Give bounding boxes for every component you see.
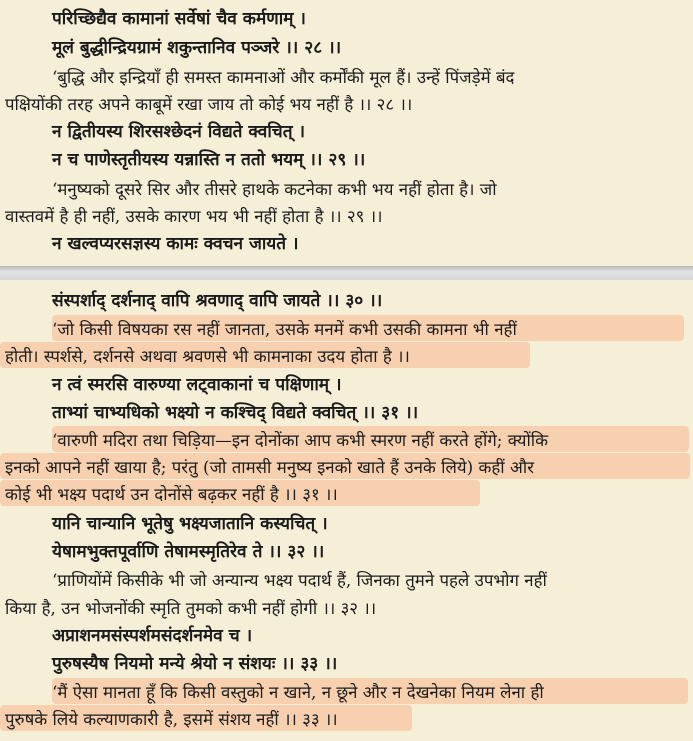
translation-line: ‘मनुष्यको दूसरे सिर और तीसरे हाथके कटनेका कभी भय नहीं होता है। जो bbox=[52, 179, 497, 199]
verse-line: न च पाणेस्तृतीयस्य यन्नास्ति न ततो भयम् ।। २९ ।। bbox=[52, 150, 366, 170]
translation-line: पुरुषके लिये कल्याणकारी है, इसमें संशय नहीं ।। ३३ ।। bbox=[5, 709, 338, 729]
bottom-page bbox=[0, 280, 693, 741]
translation-line: ‘बुद्धि और इन्द्रियाँ ही समस्त कामनाओं और कर्मोंकी मूल हैं। उन्हें पिंजड़ेमें बंद bbox=[52, 67, 515, 87]
verse-line: येषामभुक्तपूर्वाणि तेषामस्मृतिरेव ते ।। ३२ ।। bbox=[52, 542, 325, 562]
translation-line: कोई भी भक्ष्य पदार्थ उन दोनोंसे बढ़कर नहीं है ।। ३१ ।। bbox=[5, 484, 338, 504]
translation-line: ‘प्राणियोंमें किसीके भी जो अन्यान्य भक्ष्य पदार्थ हैं, जिनका तुमने पहले उपभोग नहीं bbox=[52, 570, 547, 590]
translation-line: होती। स्पर्शसे, दर्शनसे अथवा श्रवणसे भी कामनाका उदय होता है ।। bbox=[5, 346, 410, 366]
verse-line: ताभ्यां चाभ्यधिको भक्ष्यो न कश्चिद् विद्यते क्वचित् ।। ३१ ।। bbox=[52, 403, 419, 423]
translation-line: ‘जो किसी विषयका रस नहीं जानता, उसके मनमें कभी उसकी कामना भी नहीं bbox=[52, 319, 517, 339]
verse-line: परिच्छिद्यैव कामानां सर्वेषां चैव कर्मणाम् । bbox=[52, 9, 306, 29]
verse-line: अप्राशनमसंस्पर्शमसंदर्शनमेव च । bbox=[52, 626, 253, 646]
verse-line: न खल्वप्यरसज्ञस्य कामः क्वचन जायते । bbox=[52, 234, 299, 254]
top-page bbox=[0, 0, 693, 266]
page-gap bbox=[0, 266, 693, 280]
translation-line: इनको आपने नहीं खाया है; परंतु (जो तामसी मनुष्य इनको खाते हैं उनके लिये) कहीं और bbox=[5, 457, 534, 477]
verse-line: संस्पर्शाद् दर्शनाद् वापि श्रवणाद् वापि जायते ।। ३० ।। bbox=[52, 291, 383, 311]
translation-line: किया है, उन भोजनोंकी स्मृति तुमको कभी नहीं होगी ।। ३२ ।। bbox=[5, 598, 377, 618]
verse-line: न द्वितीयस्य शिरसश्छेदनं विद्यते क्वचित् । bbox=[52, 122, 306, 142]
verse-line: यानि चान्यानि भूतेषु भक्ष्यजातानि कस्यचित् । bbox=[52, 514, 328, 534]
translation-line: वास्तवमें है ही नहीं, उसके कारण भय भी नहीं होता है ।। २९ ।। bbox=[5, 206, 383, 226]
translation-line: ‘वारुणी मदिरा तथा चिड़िया—इन दोनोंका आप कभी स्मरण नहीं करते होंगे; क्योंकि bbox=[52, 430, 549, 450]
verse-line: न त्वं स्मरसि वारुण्या लट्वाकानां च पक्षिणाम् । bbox=[52, 375, 342, 395]
translation-line: ‘मैं ऐसा मानता हूँ कि किसी वस्तुको न खाने, न छूने और न देखनेका नियम लेना ही bbox=[52, 682, 544, 702]
translation-line: पक्षियोंकी तरह अपने काबूमें रखा जाय तो कोई भय नहीं है ।। २८ ।। bbox=[5, 94, 413, 114]
verse-line: मूलं बुद्धीन्द्रियग्रामं शकुन्तानिव पञ्जरे ।। २८ ।। bbox=[52, 38, 342, 58]
verse-line: पुरुषस्यैष नियमो मन्ये श्रेयो न संशयः ।। ३३ ।। bbox=[52, 654, 338, 674]
